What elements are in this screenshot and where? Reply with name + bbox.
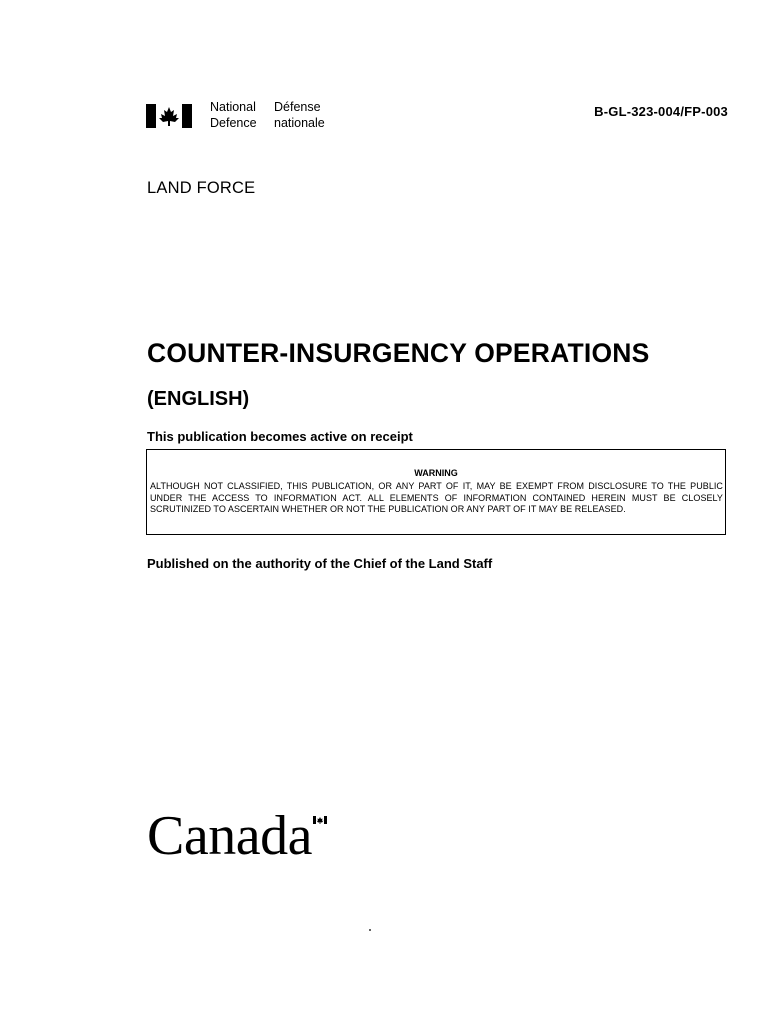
canada-flag-icon [146, 104, 192, 128]
active-notice: This publication becomes active on receipt [147, 429, 413, 444]
series-label: LAND FORCE [147, 179, 256, 197]
dept-en-line1: National [210, 100, 256, 114]
dept-fr-line1: Défense [274, 100, 321, 114]
canada-wordmark: Canada [147, 805, 312, 867]
document-title: COUNTER-INSURGENCY OPERATIONS [147, 338, 650, 368]
authority-statement: Published on the authority of the Chief of the Land Staff [147, 556, 493, 571]
warning-box [146, 449, 726, 535]
scan-speck [369, 929, 371, 931]
dept-en-line2: Defence [210, 116, 257, 130]
language-label: (ENGLISH) [147, 388, 250, 410]
department-name-french [274, 99, 325, 131]
warning-heading: WARNING [414, 468, 458, 478]
wordmark-flag-icon [313, 816, 327, 824]
department-name-english [210, 99, 257, 131]
document-number: B-GL-323-004/FP-003 [594, 104, 728, 119]
dept-fr-line2: nationale [274, 116, 325, 130]
warning-text: ALTHOUGH NOT CLASSIFIED, THIS PUBLICATION, OR ANY PART OF IT, MAY BE EXEMPT FROM DISCLOSURE TO THE PUBLIC UNDER THE ACCESS TO INFORMATION ACT. ALL ELEMENTS OF INFORMATION CONTAINED HEREIN MUST BE CLOSELY SCRUTINIZED TO ASCERTAIN WHETHER OR NOT THE PUBLICATION OR ANY PART OF IT MAY BE RELEASED. [150, 481, 723, 514]
